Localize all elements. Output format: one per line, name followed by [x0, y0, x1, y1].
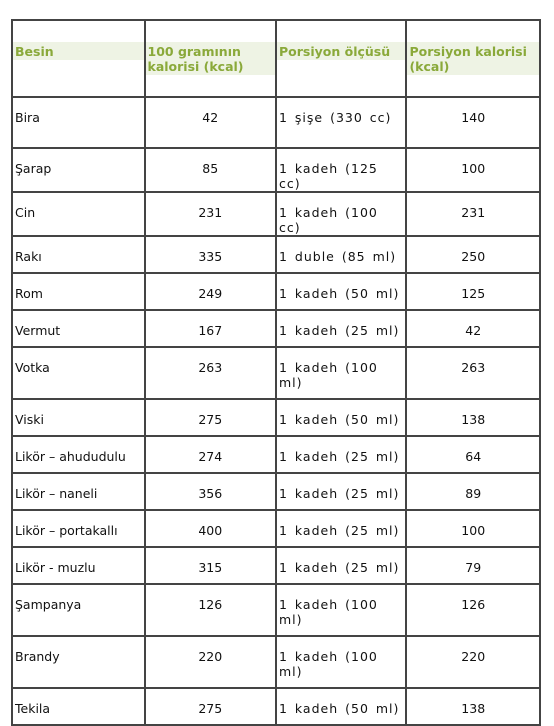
cell-porsiyon-olcusu: 1 kadeh (100 cc) — [276, 192, 406, 236]
cell-besin: Likör – naneli — [12, 473, 145, 510]
cell-porsiyon-kalorisi: 231 — [406, 192, 540, 236]
cell-besin: Likör – portakallı — [12, 510, 145, 547]
cell-porsiyon-kalorisi: 263 — [406, 347, 540, 399]
table-row — [12, 273, 540, 310]
table-row — [12, 192, 540, 236]
cell-kalori-100g: 275 — [145, 688, 276, 725]
cell-besin: Likör - muzlu — [12, 547, 145, 584]
table-row — [12, 347, 540, 399]
cell-porsiyon-kalorisi: 250 — [406, 236, 540, 273]
table-row — [12, 399, 540, 436]
cell-besin: Şampanya — [12, 584, 145, 636]
table-row — [12, 473, 540, 510]
cell-besin: Rom — [12, 273, 145, 310]
table-row — [12, 547, 540, 584]
table-row — [12, 584, 540, 636]
cell-porsiyon-olcusu: 1 kadeh (25 ml) — [276, 473, 406, 510]
cell-besin: Likör – ahududulu — [12, 436, 145, 473]
cell-porsiyon-kalorisi: 42 — [406, 310, 540, 347]
alcohol-calorie-table — [11, 19, 541, 726]
cell-porsiyon-olcusu: 1 duble (85 ml) — [276, 236, 406, 273]
cell-porsiyon-olcusu: 1 şişe (330 cc) — [276, 97, 406, 148]
cell-kalori-100g: 220 — [145, 636, 276, 688]
cell-kalori-100g: 85 — [145, 148, 276, 192]
cell-kalori-100g: 315 — [145, 547, 276, 584]
cell-kalori-100g: 167 — [145, 310, 276, 347]
cell-besin: Bira — [12, 97, 145, 148]
cell-porsiyon-olcusu: 1 kadeh (50 ml) — [276, 399, 406, 436]
cell-porsiyon-olcusu: 1 kadeh (100 ml) — [276, 347, 406, 399]
cell-porsiyon-kalorisi: 138 — [406, 399, 540, 436]
cell-kalori-100g: 274 — [145, 436, 276, 473]
cell-kalori-100g: 275 — [145, 399, 276, 436]
cell-kalori-100g: 356 — [145, 473, 276, 510]
cell-porsiyon-kalorisi: 125 — [406, 273, 540, 310]
cell-kalori-100g: 126 — [145, 584, 276, 636]
table-row — [12, 688, 540, 725]
cell-besin: Brandy — [12, 636, 145, 688]
cell-porsiyon-kalorisi: 100 — [406, 510, 540, 547]
cell-besin: Vermut — [12, 310, 145, 347]
cell-porsiyon-olcusu: 1 kadeh (25 ml) — [276, 510, 406, 547]
cell-besin: Viski — [12, 399, 145, 436]
header-kalori-100g: 100 gramının kalorisi (kcal) — [145, 20, 276, 97]
cell-besin: Rakı — [12, 236, 145, 273]
cell-porsiyon-olcusu: 1 kadeh (25 ml) — [276, 436, 406, 473]
cell-kalori-100g: 335 — [145, 236, 276, 273]
cell-besin: Tekila — [12, 688, 145, 725]
cell-porsiyon-kalorisi: 140 — [406, 97, 540, 148]
cell-porsiyon-olcusu: 1 kadeh (50 ml) — [276, 688, 406, 725]
cell-porsiyon-kalorisi: 64 — [406, 436, 540, 473]
cell-porsiyon-olcusu: 1 kadeh (100 ml) — [276, 636, 406, 688]
header-porsiyon-kalorisi: Porsiyon kalorisi (kcal) — [406, 20, 540, 97]
table-row — [12, 97, 540, 148]
table-row — [12, 436, 540, 473]
cell-porsiyon-olcusu: 1 kadeh (50 ml) — [276, 273, 406, 310]
cell-porsiyon-olcusu: 1 kadeh (125 cc) — [276, 148, 406, 192]
cell-porsiyon-olcusu: 1 kadeh (25 ml) — [276, 547, 406, 584]
cell-besin: Cin — [12, 192, 145, 236]
cell-porsiyon-olcusu: 1 kadeh (100 ml) — [276, 584, 406, 636]
table-row — [12, 148, 540, 192]
cell-besin: Şarap — [12, 148, 145, 192]
table-row — [12, 310, 540, 347]
cell-porsiyon-kalorisi: 138 — [406, 688, 540, 725]
cell-besin: Votka — [12, 347, 145, 399]
cell-kalori-100g: 263 — [145, 347, 276, 399]
cell-porsiyon-kalorisi: 220 — [406, 636, 540, 688]
cell-porsiyon-kalorisi: 89 — [406, 473, 540, 510]
header-besin: Besin — [12, 20, 145, 97]
cell-porsiyon-olcusu: 1 kadeh (25 ml) — [276, 310, 406, 347]
cell-porsiyon-kalorisi: 79 — [406, 547, 540, 584]
table-row — [12, 636, 540, 688]
calorie-table-wrapper — [11, 19, 541, 726]
table-row — [12, 510, 540, 547]
table-body — [12, 97, 540, 725]
table-header-row — [12, 20, 540, 97]
cell-porsiyon-kalorisi: 100 — [406, 148, 540, 192]
cell-porsiyon-kalorisi: 126 — [406, 584, 540, 636]
cell-kalori-100g: 249 — [145, 273, 276, 310]
cell-kalori-100g: 400 — [145, 510, 276, 547]
cell-kalori-100g: 42 — [145, 97, 276, 148]
cell-kalori-100g: 231 — [145, 192, 276, 236]
header-porsiyon-olcusu: Porsiyon ölçüsü — [276, 20, 406, 97]
table-row — [12, 236, 540, 273]
